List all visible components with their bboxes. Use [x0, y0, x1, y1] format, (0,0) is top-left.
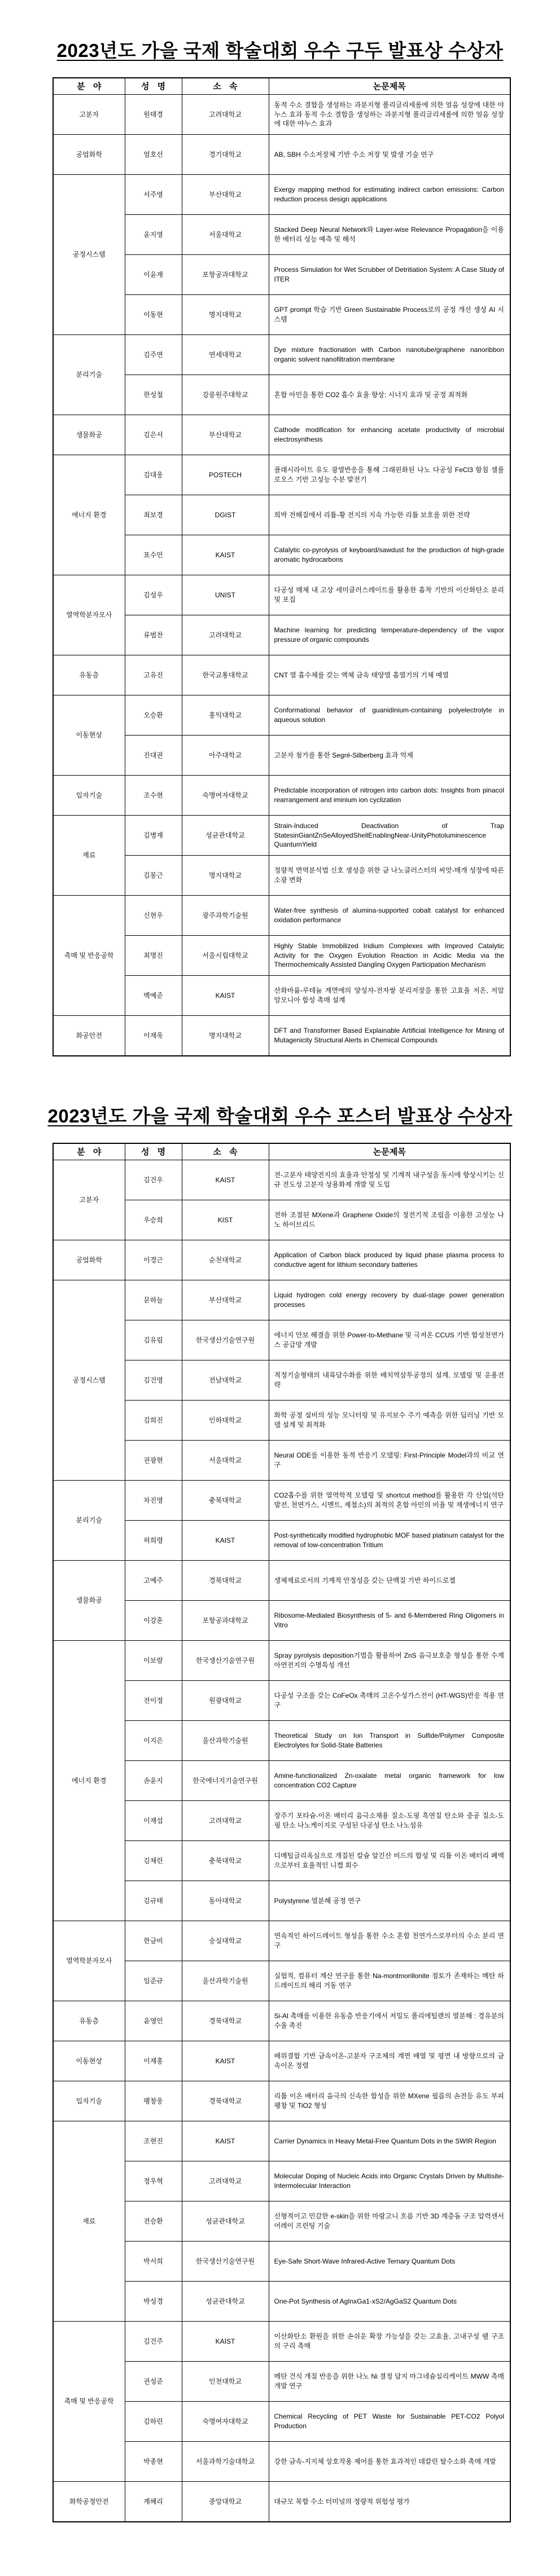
paper-title-cell: 장주기 포타슘-이온 배터리 음극소재용 질소-도핑 흑연질 탄소와 중공 질소-도핑 탄소 나노케이지로 구성된 다공성 탄소 나노섬유	[269, 1801, 510, 1841]
affiliation-cell: 부산대학교	[182, 415, 269, 455]
poster-award-table-body	[53, 1160, 510, 2522]
field-cell: 이동현상	[53, 2041, 125, 2081]
field-cell: 재료	[53, 816, 125, 896]
affiliation-cell: 경북대학교	[182, 2081, 269, 2121]
table-row	[53, 335, 510, 375]
paper-title-cell: 연속적인 하이드레이트 형성을 통한 수소 혼합 천연가스로부터의 수소 분리 연구	[269, 1921, 510, 1961]
paper-title-cell: 동적 수소 결합을 생성하는 과분지형 폴리글리세롤에 의한 얼음 성장에 대한 야누스 효과 동적 수소 결합을 생성하는 과분지형 폴리글리세롤에 의한 얼음 성장에 대한 야누스 효과	[269, 95, 510, 135]
affiliation-cell: 전남대학교	[182, 1360, 269, 1401]
table-row	[53, 695, 510, 736]
affiliation-cell: 홍익대학교	[182, 695, 269, 736]
paper-title-cell: Conformational behavior of guanidinium-containing polyelectrolyte in aqueous solution	[269, 695, 510, 736]
table-row	[53, 415, 510, 455]
name-cell: 전승환	[125, 2201, 182, 2242]
paper-title-cell: Chemical Recycling of PET Waste for Sustainable PET-CO2 Polyol Production	[269, 2402, 510, 2442]
paper-title-cell: Highly Stable Immobilized Iridium Complexes with Improved Catalytic Activity for the Oxygen Evolution Reaction in Acidic Media via the Thermochemically Assisted Dangling Oxygen Participation Mechanism	[269, 936, 510, 976]
affiliation-cell: 인천대학교	[182, 2362, 269, 2402]
affiliation-cell: 울산과학기술원	[182, 1721, 269, 1761]
field-cell: 유동층	[53, 655, 125, 695]
name-cell: 고예주	[125, 1561, 182, 1601]
name-cell: 이윤재	[125, 255, 182, 295]
table-row	[53, 2001, 510, 2041]
poster-award-section	[0, 1102, 560, 2522]
affiliation-cell: 고려대학교	[182, 615, 269, 655]
paper-title-cell: 적정기술형태의 내륙담수화를 위한 배치역삼투공정의 설계, 모델링 및 운용전략	[269, 1360, 510, 1401]
affiliation-cell: 부산대학교	[182, 175, 269, 215]
name-cell: 이보람	[125, 1641, 182, 1681]
affiliation-cell: KAIST	[182, 2041, 269, 2081]
paper-title-cell: Carrier Dynamics in Heavy Metal-Free Quantum Dots in the SWIR Region	[269, 2121, 510, 2161]
table-row	[53, 2081, 510, 2121]
name-cell: 김건주	[125, 2322, 182, 2362]
header-field: 분 야	[53, 1143, 125, 1160]
field-cell: 화학공정안전	[53, 2482, 125, 2522]
paper-title-cell: Amine-functionalized Zn-oxalate metal organic framework for low concentration CO2 Capture	[269, 1761, 510, 1801]
field-cell: 열역학분자모사	[53, 575, 125, 655]
name-cell: 이지은	[125, 1721, 182, 1761]
name-cell: 최보경	[125, 495, 182, 535]
table-row	[53, 1016, 510, 1056]
oral-award-table-body	[53, 95, 510, 1056]
name-cell: 이강훈	[125, 1601, 182, 1641]
paper-title-cell: 정량적 면역분석법 신호 생성을 위한 금 나노클러스터의 씨앗-매개 성장에 따른 소광 변화	[269, 856, 510, 896]
field-cell: 유동층	[53, 2001, 125, 2041]
paper-title-cell: 강한 금속-지지체 상호작용 제어를 통한 효과적인 데칼린 탈수소화 촉매 개발	[269, 2442, 510, 2482]
name-cell: 김은서	[125, 415, 182, 455]
name-cell: 이경근	[125, 1240, 182, 1280]
affiliation-cell: 충북대학교	[182, 1841, 269, 1881]
name-cell: 박성경	[125, 2282, 182, 2322]
field-cell: 촉매 및 반응공학	[53, 896, 125, 1016]
affiliation-cell: 충북대학교	[182, 1481, 269, 1521]
paper-title-cell: 배위결합 기반 금속이온-고분자 구조체의 계면 배열 및 평면 내 방향으로의 금속이온 정렬	[269, 2041, 510, 2081]
affiliation-cell: 아주대학교	[182, 736, 269, 776]
name-cell: 우승희	[125, 1200, 182, 1240]
header-paper-title: 논문제목	[269, 78, 510, 95]
paper-title-cell: Theoretical Study on Ion Transport in Sulfide/Polymer Composite Electrolytes for Solid-State Batteries	[269, 1721, 510, 1761]
affiliation-cell: 강릉원주대학교	[182, 375, 269, 415]
table-row	[53, 455, 510, 495]
affiliation-cell: 광주과학기술원	[182, 896, 269, 936]
affiliation-cell: 인하대학교	[182, 1401, 269, 1441]
field-cell: 생물화공	[53, 415, 125, 455]
name-cell: 고유진	[125, 655, 182, 695]
name-cell: 한성철	[125, 375, 182, 415]
affiliation-cell: 서울대학교	[182, 1441, 269, 1481]
paper-title-cell: 리튬 이온 배터리 음극의 신속한 합성을 위한 MXene 필름의 손전등 유도 부피 팽창 및 TiO2 형성	[269, 2081, 510, 2121]
paper-title-cell: Polystyrene 열분해 공정 연구	[269, 1881, 510, 1921]
affiliation-cell: 고려대학교	[182, 1801, 269, 1841]
field-cell: 화공안전	[53, 1016, 125, 1056]
table-row	[53, 135, 510, 175]
name-cell: 서주영	[125, 175, 182, 215]
affiliation-cell: 한국생산기술연구원	[182, 1320, 269, 1360]
paper-title-cell: 전-고분자 태양전지의 효율과 안정성 및 기계적 내구성을 동시에 향상시키는 신규 전도성 고분자 상용화제 개발 및 도입	[269, 1160, 510, 1200]
affiliation-cell: 숭실대학교	[182, 1921, 269, 1961]
name-cell: 윤영민	[125, 2001, 182, 2041]
name-cell: 김건영	[125, 1360, 182, 1401]
header-paper-title: 논문제목	[269, 1143, 510, 1160]
name-cell: 김유림	[125, 1320, 182, 1360]
name-cell: 윤지영	[125, 215, 182, 255]
paper-title-cell: 대규모 복합 수소 터미널의 정량적 위험성 평가	[269, 2482, 510, 2522]
name-cell: 엄호선	[125, 135, 182, 175]
paper-title-cell: Dye mixture fractionation with Carbon nanotube/graphene nanoribbon organic solvent nanofiltration membrane	[269, 335, 510, 375]
field-cell: 촉매 및 반응공학	[53, 2322, 125, 2482]
paper-title-cell: 산화바륨-루테늄 계면에의 양성자-전자쌍 분리저장을 통한 고효율 저온, 저압 암모니아 합성 촉매 설계	[269, 976, 510, 1016]
affiliation-cell: UNIST	[182, 575, 269, 615]
header-field: 분 야	[53, 78, 125, 95]
name-cell: 김하린	[125, 2402, 182, 2442]
table-row	[53, 816, 510, 856]
table-header	[53, 1143, 510, 1160]
name-cell: 박서희	[125, 2242, 182, 2282]
paper-title-cell: Si-Al 촉매를 이용한 유동층 반응기에서 저밀도 폴리에틸렌의 열분해 : 경유분의 수율 촉진	[269, 2001, 510, 2041]
name-cell: 권성준	[125, 2362, 182, 2402]
affiliation-cell: 연세대학교	[182, 335, 269, 375]
poster-award-table	[53, 1143, 511, 2522]
name-cell: 신현우	[125, 896, 182, 936]
paper-title-cell: One-Pot Synthesis of AgInxGa1-xS2/AgGaS2 Quantum Dots	[269, 2282, 510, 2322]
paper-title-cell: 생체재료로서의 기계적 안정성을 갖는 단백질 기반 하이드로젤	[269, 1561, 510, 1601]
paper-title-cell: Liquid hydrogen cold energy recovery by dual-stage power generation processes	[269, 1280, 510, 1320]
paper-title-cell: Eye-Safe Short-Wave Infrared-Active Ternary Quantum Dots	[269, 2242, 510, 2282]
paper-title-cell: 혼합 아민을 통한 CO2 흡수 효율 향상: 시너지 효과 및 공정 최적화	[269, 375, 510, 415]
affiliation-cell: 성균관대학교	[182, 2201, 269, 2242]
paper-title-cell: Strain-Induced Deactivation of Trap StatesinGiantZnSeAlloyedShellEnablingNear-UnityPhotoluminescence QuantumYield	[269, 816, 510, 856]
name-cell: 김채린	[125, 1841, 182, 1881]
oral-award-title: 2023년도 가을 국제 학술대회 우수 구두 발표상 수상자	[56, 40, 504, 61]
name-cell: 이재섭	[125, 1801, 182, 1841]
table-row	[53, 2322, 510, 2362]
table-row	[53, 655, 510, 695]
paper-title-cell: 희박 전해질에서 리튬-황 전지의 지속 가능한 리튬 보호를 위한 전략	[269, 495, 510, 535]
table-row	[53, 776, 510, 816]
field-cell: 재료	[53, 2121, 125, 2322]
field-cell: 입자기술	[53, 2081, 125, 2121]
affiliation-cell: 한국생산기술연구원	[182, 2242, 269, 2282]
field-cell: 공업화학	[53, 1240, 125, 1280]
header-row	[53, 78, 510, 95]
paper-title-cell: 디메틸글리옥심으로 개질된 칼슘 알긴산 비드의 합성 및 리튬 이온 배터리 폐액으로부터 효율적인 니켈 회수	[269, 1841, 510, 1881]
name-cell: 조수현	[125, 776, 182, 816]
name-cell: 계혜리	[125, 2482, 182, 2522]
affiliation-cell: 고려대학교	[182, 95, 269, 135]
paper-title-cell: 화학 공정 설비의 성능 모니터링 및 유지보수 주기 예측을 위한 딥러닝 기반 모델 설계 및 최적화	[269, 1401, 510, 1441]
affiliation-cell: 포항공과대학교	[182, 255, 269, 295]
header-affiliation: 소 속	[182, 78, 269, 95]
affiliation-cell: 경북대학교	[182, 1561, 269, 1601]
header-name: 성 명	[125, 1143, 182, 1160]
field-cell: 분리기술	[53, 335, 125, 415]
affiliation-cell: 중앙대학교	[182, 2482, 269, 2522]
paper-title-cell: 메탄 건식 개질 반응을 위한 나노 Ni 결정 담지 마그네슘실리케이트 MWW 촉매 개발 연구	[269, 2362, 510, 2402]
affiliation-cell: 고려대학교	[182, 2161, 269, 2201]
affiliation-cell: KAIST	[182, 2322, 269, 2362]
table-row	[53, 1160, 510, 1200]
name-cell: 김희진	[125, 1401, 182, 1441]
paper-title-cell: Application of Carbon black produced by liquid phase plasma process to conductive agent for lithium secondary batteries	[269, 1240, 510, 1280]
affiliation-cell: 부산대학교	[182, 1280, 269, 1320]
field-cell: 공정시스템	[53, 175, 125, 335]
name-cell: 권광현	[125, 1441, 182, 1481]
name-cell: 이재홍	[125, 2041, 182, 2081]
paper-title-cell: GPT prompt 학습 기반 Green Sustainable Process로의 공정 개선 생성 AI 시스템	[269, 295, 510, 335]
affiliation-cell: 울산과학기술원	[182, 1961, 269, 2001]
field-cell: 공업화학	[53, 135, 125, 175]
name-cell: 이재욱	[125, 1016, 182, 1056]
affiliation-cell: 성균관대학교	[182, 2282, 269, 2322]
name-cell: 백예준	[125, 976, 182, 1016]
affiliation-cell: 서울과학기술대학교	[182, 2442, 269, 2482]
affiliation-cell: KAIST	[182, 1160, 269, 1200]
name-cell: 임준규	[125, 1961, 182, 2001]
paper-title-cell: 고분자 첨가를 통한 Segré-Silberberg 효과 억제	[269, 736, 510, 776]
affiliation-cell: 원광대학교	[182, 1681, 269, 1721]
name-cell: 김건우	[125, 1160, 182, 1200]
name-cell: 김성우	[125, 575, 182, 615]
table-row	[53, 1921, 510, 1961]
paper-title-cell: Machine learning for predicting temperature-dependency of the vapor pressure of organic compounds	[269, 615, 510, 655]
affiliation-cell: 한국생산기술연구원	[182, 1641, 269, 1681]
affiliation-cell: 경기대학교	[182, 135, 269, 175]
paper-title-cell: Process Simulation for Wet Scrubber of Detritiation System: A Case Study of ITER	[269, 255, 510, 295]
field-cell: 고분자	[53, 95, 125, 135]
affiliation-cell: 한국교통대학교	[182, 655, 269, 695]
affiliation-cell: KAIST	[182, 1521, 269, 1561]
affiliation-cell: DGIST	[182, 495, 269, 535]
table-row	[53, 95, 510, 135]
name-cell: 전이정	[125, 1681, 182, 1721]
header-affiliation: 소 속	[182, 1143, 269, 1160]
table-row	[53, 1240, 510, 1280]
affiliation-cell: KIST	[182, 1200, 269, 1240]
table-row	[53, 1481, 510, 1521]
name-cell: 김규태	[125, 1881, 182, 1921]
paper-title-cell: CNT 열 흡수체를 갖는 액체 금속 태양열 흡열기의 기체 예열	[269, 655, 510, 695]
name-cell: 류범찬	[125, 615, 182, 655]
name-cell: 최명진	[125, 936, 182, 976]
header-name: 성 명	[125, 78, 182, 95]
paper-title-cell: AB, SBH 수소저장체 기반 수소 저장 및 발생 기술 연구	[269, 135, 510, 175]
affiliation-cell: 명지대학교	[182, 295, 269, 335]
name-cell: 진대권	[125, 736, 182, 776]
name-cell: 김대웅	[125, 455, 182, 495]
paper-title-cell: 선형적이고 민감한 e-skin을 위한 마랑고니 흐름 기반 3D 계층돔 구조 압력센서 어레이 프린팅 기술	[269, 2201, 510, 2242]
affiliation-cell: POSTECH	[182, 455, 269, 495]
paper-title-cell: Exergy mapping method for estimating indirect carbon emissions: Carbon reduction process design applications	[269, 175, 510, 215]
table-row	[53, 896, 510, 936]
paper-title-cell: 이산화탄소 환원을 위한 손쉬운 확장 가능성을 갖는 고효율, 고내구성 쉘 구조의 구리 촉매	[269, 2322, 510, 2362]
paper-title-cell: Neural ODE를 이용한 동적 반응기 모델링: First-Principle Model과의 비교 연구	[269, 1441, 510, 1481]
field-cell: 이동현상	[53, 695, 125, 776]
field-cell: 에너지 환경	[53, 1641, 125, 1921]
name-cell: 조현진	[125, 2121, 182, 2161]
poster-award-title: 2023년도 가을 국제 학술대회 우수 포스터 발표상 수상자	[47, 1106, 513, 1126]
field-cell: 에너지 환경	[53, 455, 125, 575]
paper-title-cell: CO2흡수를 위한 열역학적 모델링 및 shortcut method를 활용한 각 산업(석탄발전, 천연가스, 시멘트, 제철소)의 최적의 혼합 아민의 비율 및 재생에너지 연구	[269, 1481, 510, 1521]
paper-title-cell: 다공성 구조를 갖는 CoFeOx 촉매의 고온수성가스전이 (HT-WGS)반응 적용 연구	[269, 1681, 510, 1721]
paper-title-cell: Stacked Deep Neural Network와 Layer-wise Relevance Propagation을 이용한 배터리 성능 예측 및 해석	[269, 215, 510, 255]
table-row	[53, 2041, 510, 2081]
field-cell: 열역학분자모사	[53, 1921, 125, 2001]
oral-award-table	[53, 77, 511, 1056]
paper-title-cell: 실험적, 컴퓨터 계산 연구를 통한 Na-montmorillonite 점토가 존재하는 메탄 하드레이트의 해리 거동 연구	[269, 1961, 510, 2001]
table-row	[53, 575, 510, 615]
name-cell: 손윤지	[125, 1761, 182, 1801]
field-cell: 입자기술	[53, 776, 125, 816]
name-cell: 팽창웅	[125, 2081, 182, 2121]
name-cell: 김주연	[125, 335, 182, 375]
name-cell: 김봉근	[125, 856, 182, 896]
affiliation-cell: 명지대학교	[182, 1016, 269, 1056]
paper-title-cell: Predictable incorporation of nitrogen into carbon dots: Insights from pinacol rearrangement and iminium ion cyclization	[269, 776, 510, 816]
affiliation-cell: KAIST	[182, 2121, 269, 2161]
affiliation-cell: 포항공과대학교	[182, 1601, 269, 1641]
field-cell: 생물화공	[53, 1561, 125, 1641]
name-cell: 한금비	[125, 1921, 182, 1961]
paper-title-cell: 에너지 안보 해결을 위한 Power-to-Methane 및 극저온 CCUS 기반 합성천연가스 공급망 개발	[269, 1320, 510, 1360]
table-row	[53, 1280, 510, 1320]
name-cell: 김병재	[125, 816, 182, 856]
affiliation-cell: 한국에너지기술연구원	[182, 1761, 269, 1801]
name-cell: 박종현	[125, 2442, 182, 2482]
affiliation-cell: 서울시립대학교	[182, 936, 269, 976]
field-cell: 고분자	[53, 1160, 125, 1240]
name-cell: 문하늘	[125, 1280, 182, 1320]
name-cell: 이동현	[125, 295, 182, 335]
table-row	[53, 2482, 510, 2522]
table-row	[53, 1561, 510, 1601]
paper-title-cell: Water-free synthesis of alumina-supported cobalt catalyst for enhanced oxidation performance	[269, 896, 510, 936]
affiliation-cell: KAIST	[182, 535, 269, 575]
affiliation-cell: 동아대학교	[182, 1881, 269, 1921]
name-cell: 정우혁	[125, 2161, 182, 2201]
paper-title-cell: Ribosome-Mediated Biosynthesis of 5- and 6-Membered Ring Oligomers in Vitro	[269, 1601, 510, 1641]
affiliation-cell: 성균관대학교	[182, 816, 269, 856]
affiliation-cell: KAIST	[182, 976, 269, 1016]
name-cell: 오승환	[125, 695, 182, 736]
paper-title-cell: 다공성 매체 내 고상 세미클러스레이트를 활용한 흡착 기반의 이산화탄소 분리 및 포집	[269, 575, 510, 615]
paper-title-cell: Post-synthetically modified hydrophobic MOF based platinum catalyst for the removal of low-concentration Tritium	[269, 1521, 510, 1561]
table-row	[53, 1641, 510, 1681]
table-header	[53, 78, 510, 95]
paper-title-cell: Cathode modification for enhancing acetate productivity of microbial electrosynthesis	[269, 415, 510, 455]
field-cell: 분리기술	[53, 1481, 125, 1561]
affiliation-cell: 숙명여자대학교	[182, 2402, 269, 2442]
name-cell: 차진영	[125, 1481, 182, 1521]
affiliation-cell: 숙명여자대학교	[182, 776, 269, 816]
oral-award-section	[0, 36, 560, 1056]
paper-title-cell: Catalytic co-pyrolysis of keyboard/sawdust for the production of high-grade aromatic hydrocarbons	[269, 535, 510, 575]
affiliation-cell: 경북대학교	[182, 2001, 269, 2041]
paper-title-cell: Molecular Doping of Nucleic Acids into Organic Crystals Driven by Multisite-Intermolecular Interaction	[269, 2161, 510, 2201]
name-cell: 허희령	[125, 1521, 182, 1561]
table-row	[53, 2121, 510, 2161]
affiliation-cell: 서울대학교	[182, 215, 269, 255]
paper-title-cell: 전하 조절된 MXene과 Graphene Oxide의 정전기적 조립을 이용한 고성능 나노 하이브리드	[269, 1200, 510, 1240]
affiliation-cell: 순천대학교	[182, 1240, 269, 1280]
paper-title-cell: DFT and Transformer Based Explainable Artificial Intelligence for Mining of Mutagenicity Structural Alerts in Chemical Compounds	[269, 1016, 510, 1056]
name-cell: 원태경	[125, 95, 182, 135]
name-cell: 표수민	[125, 535, 182, 575]
header-row	[53, 1143, 510, 1160]
paper-title-cell: Spray pyrolysis deposition기법을 활용하여 ZnS 음극보호층 형성을 통한 수계아연전지의 수명특성 개선	[269, 1641, 510, 1681]
paper-title-cell: 플래시라이트 유도 광열반응을 통해 그래핀화된 나노 다공성 FeCl3 함침 셀룰로오스 기반 고성능 수분 발전기	[269, 455, 510, 495]
affiliation-cell: 명지대학교	[182, 856, 269, 896]
table-row	[53, 175, 510, 215]
field-cell: 공정시스템	[53, 1280, 125, 1481]
